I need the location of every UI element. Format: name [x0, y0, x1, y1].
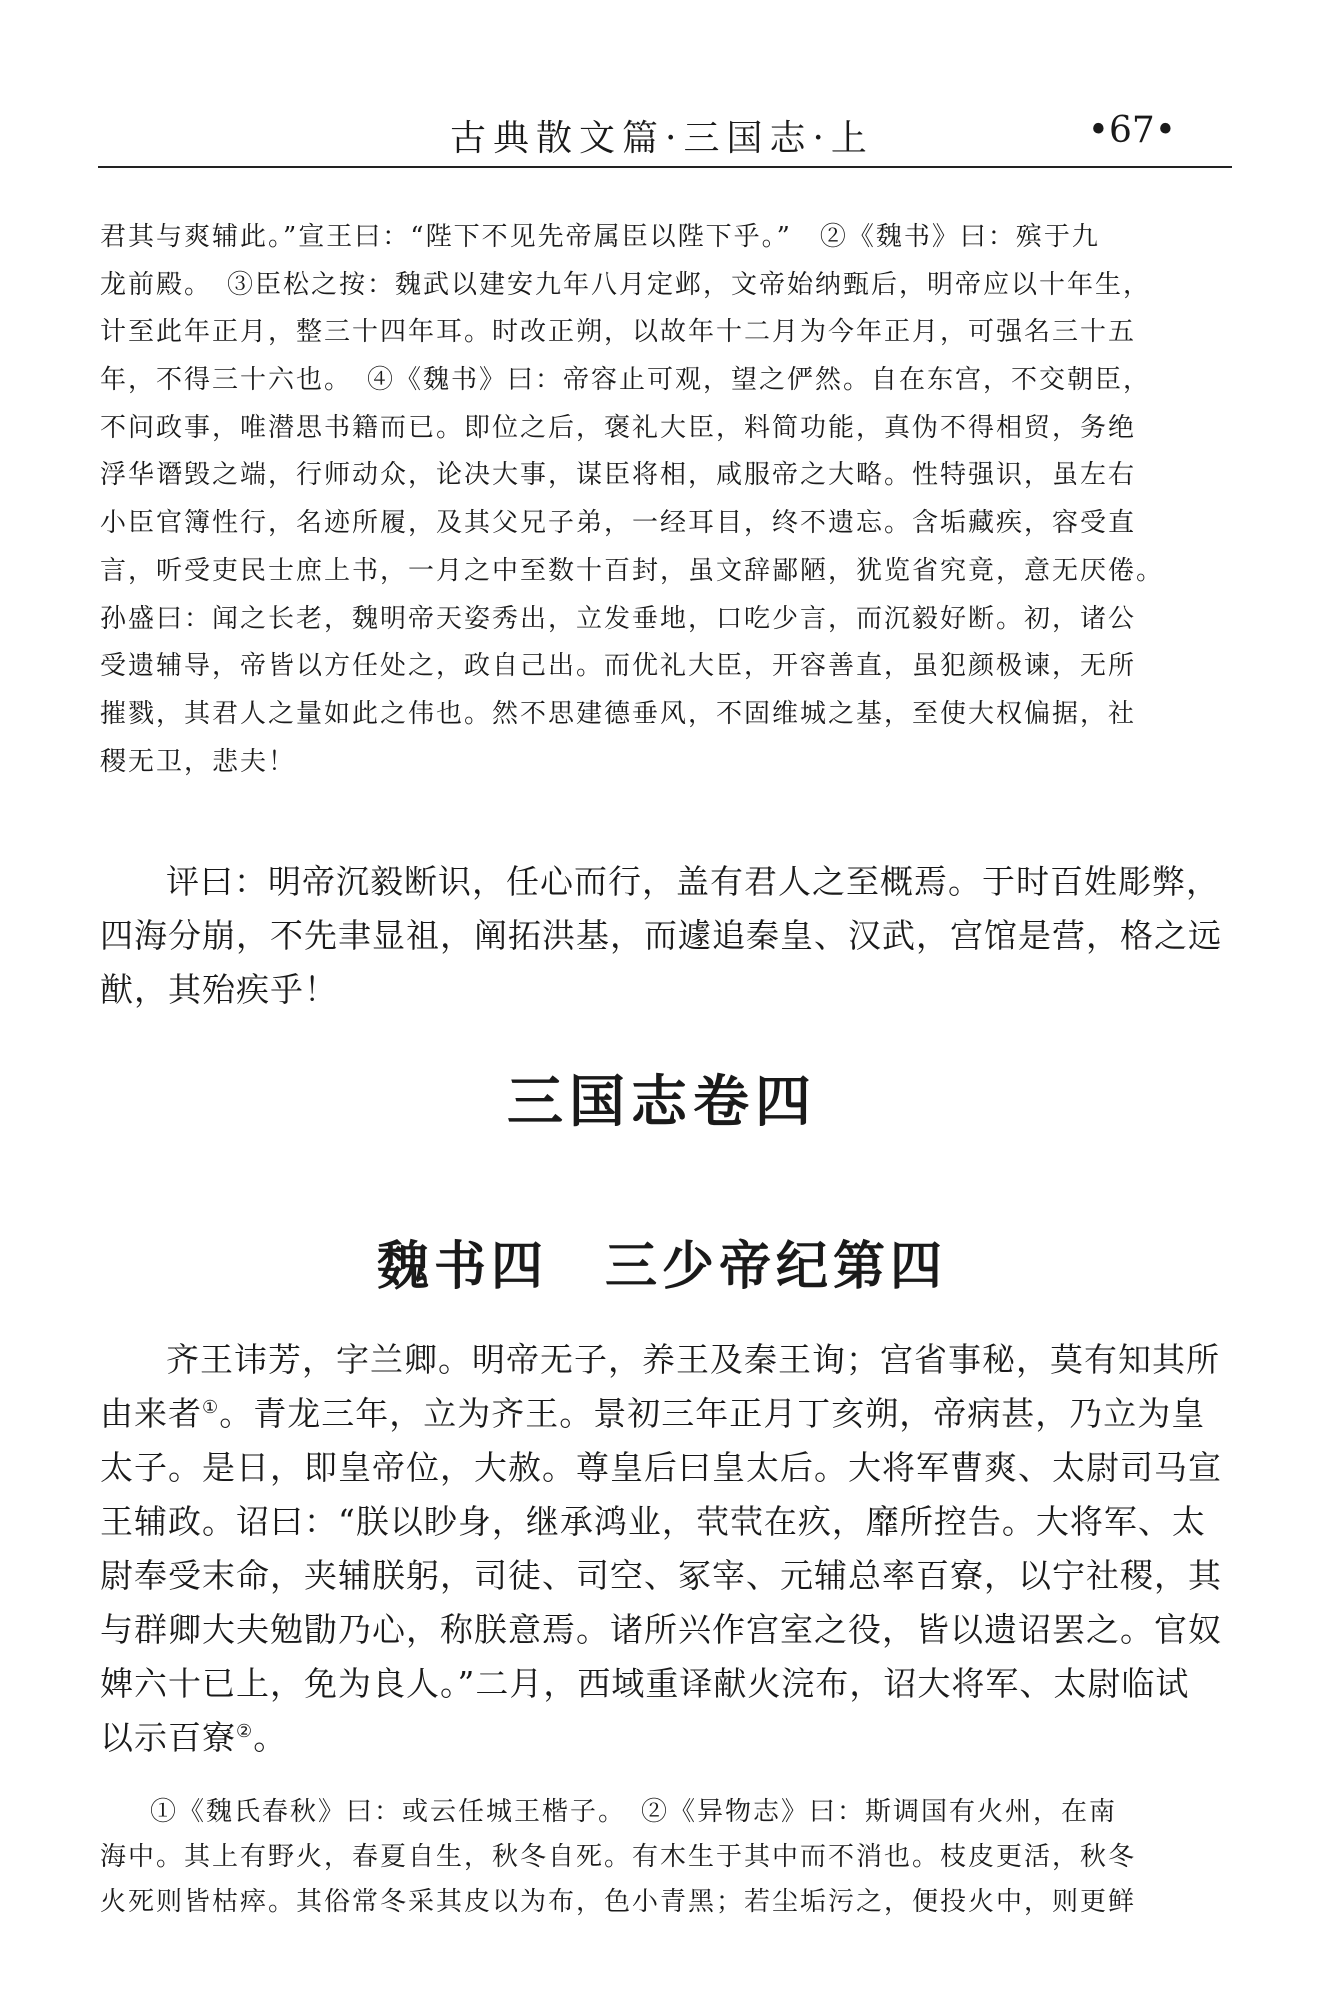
running-header [98, 96, 1232, 168]
main-line-text: 。青龙三年，立为齐王。景初三年正月丁亥朔，帝病甚，乃立为皇 [219, 1394, 1206, 1433]
note-line: 言，听受吏民士庶上书，一月之中至数十百封，虽文辞鄙陋，犹览省究竟，意无厌倦。 [100, 555, 1165, 586]
main-line: 太子。是日，即皇帝位，大赦。尊皇后曰皇太后。大将军曹爽、太尉司马宣 [100, 1448, 1222, 1487]
note-line: 孙盛曰：闻之长老，魏明帝天姿秀出，立发垂地，口吃少言，而沉毅好断。初，诸公 [100, 603, 1137, 634]
commentary-line: 猷，其殆疾乎！ [100, 970, 338, 1009]
footnote-line: ①《魏氏春秋》曰：或云任城王楷子。 ②《异物志》曰：斯调国有火州，在南 [150, 1797, 1118, 1827]
note-line: 摧戮，其君人之量如此之伟也。然不思建德垂风，不固维城之基，至使大权偏据，社 [100, 698, 1137, 729]
footnote-ref-2[interactable]: ② [236, 1721, 254, 1742]
page-number: •67• [1087, 110, 1176, 151]
footnote-line: 海中。其上有野火，春夏自生，秋冬自死。有木生于其中而不消也。枝皮更活，秋冬 [100, 1842, 1137, 1872]
main-line: 与群卿大夫勉勖乃心，称朕意焉。诸所兴作宫室之役，皆以遗诏罢之。官奴 [100, 1610, 1222, 1649]
main-line-text: 以示百寮 [100, 1718, 236, 1757]
note-line: 龙前殿。 ③臣松之按：魏武以建安九年八月定邺，文帝始纳甄后，明帝应以十年生， [100, 269, 1152, 300]
chapter-title: 魏书四 三少帝纪第四 [376, 1237, 947, 1297]
note-line: 浮华谮毁之端，行师动众，论决大事，谋臣将相，咸服帝之大略。性特强识，虽左右 [100, 460, 1137, 491]
note-line: 年，不得三十六也。 ④《魏书》曰：帝容止可观，望之俨然。自在东宫，不交朝臣， [100, 365, 1152, 396]
note-line: 小臣官簿性行，名迹所履，及其父兄子弟，一经耳目，终不遗忘。含垢藏疾，容受直 [100, 508, 1137, 539]
note-line: 君其与爽辅此。”宣王曰：“陛下不见先帝属臣以陛下乎。” ②《魏书》曰：殡于九 [100, 222, 1100, 252]
main-line-text: 。 [253, 1718, 288, 1757]
note-line: 不问政事，唯潜思书籍而已。即位之后，褒礼大臣，料简功能，真伪不得相贸，务绝 [100, 412, 1137, 443]
main-line: 齐王讳芳，字兰卿。明帝无子，养王及秦王询；宫省事秘，莫有知其所 [166, 1340, 1220, 1379]
footnotes-block [100, 1790, 1220, 1925]
main-line: 王辅政。诏曰：“朕以眇身，继承鸿业，茕茕在疚，靡所控告。大将军、太 [100, 1502, 1206, 1541]
notes-block [100, 214, 1220, 786]
footnote-ref-1[interactable]: ① [202, 1397, 220, 1418]
main-line-text: 由来者 [100, 1394, 202, 1433]
main-line [100, 1711, 1225, 1765]
main-text [100, 1333, 1225, 1765]
note-line: 受遗辅导，帝皆以方任处之，政自己出。而优礼大臣，开容善直，虽犯颜极谏，无所 [100, 651, 1137, 682]
header-title: 古典散文篇·三国志·上 [450, 118, 874, 159]
note-line: 计至此年正月，整三十四年耳。时改正朔，以故年十二月为今年正月，可强名三十五 [100, 317, 1137, 348]
main-line: 婢六十已上，免为良人。”二月，西域重译献火浣布，诏大将军、太尉临试 [100, 1664, 1190, 1703]
footnote-line: 火死则皆枯瘁。其俗常冬采其皮以为布，色小青黑；若尘垢污之，便投火中，则更鲜 [100, 1887, 1137, 1917]
commentary-paragraph [100, 855, 1225, 1017]
main-line [100, 1387, 1225, 1441]
commentary-line: 评曰：明帝沉毅断识，任心而行，盖有君人之至概焉。于时百姓彫弊， [166, 862, 1220, 901]
commentary-line: 四海分崩，不先聿显祖，阐拓洪基，而遽追秦皇、汉武，宫馆是营，格之远 [100, 916, 1222, 955]
main-line: 尉奉受末命，夹辅朕躬，司徒、司空、冢宰、元辅总率百寮，以宁社稷，其 [100, 1556, 1222, 1595]
volume-title: 三国志卷四 [507, 1070, 817, 1135]
note-line: 稷无卫，悲夫！ [100, 746, 297, 777]
